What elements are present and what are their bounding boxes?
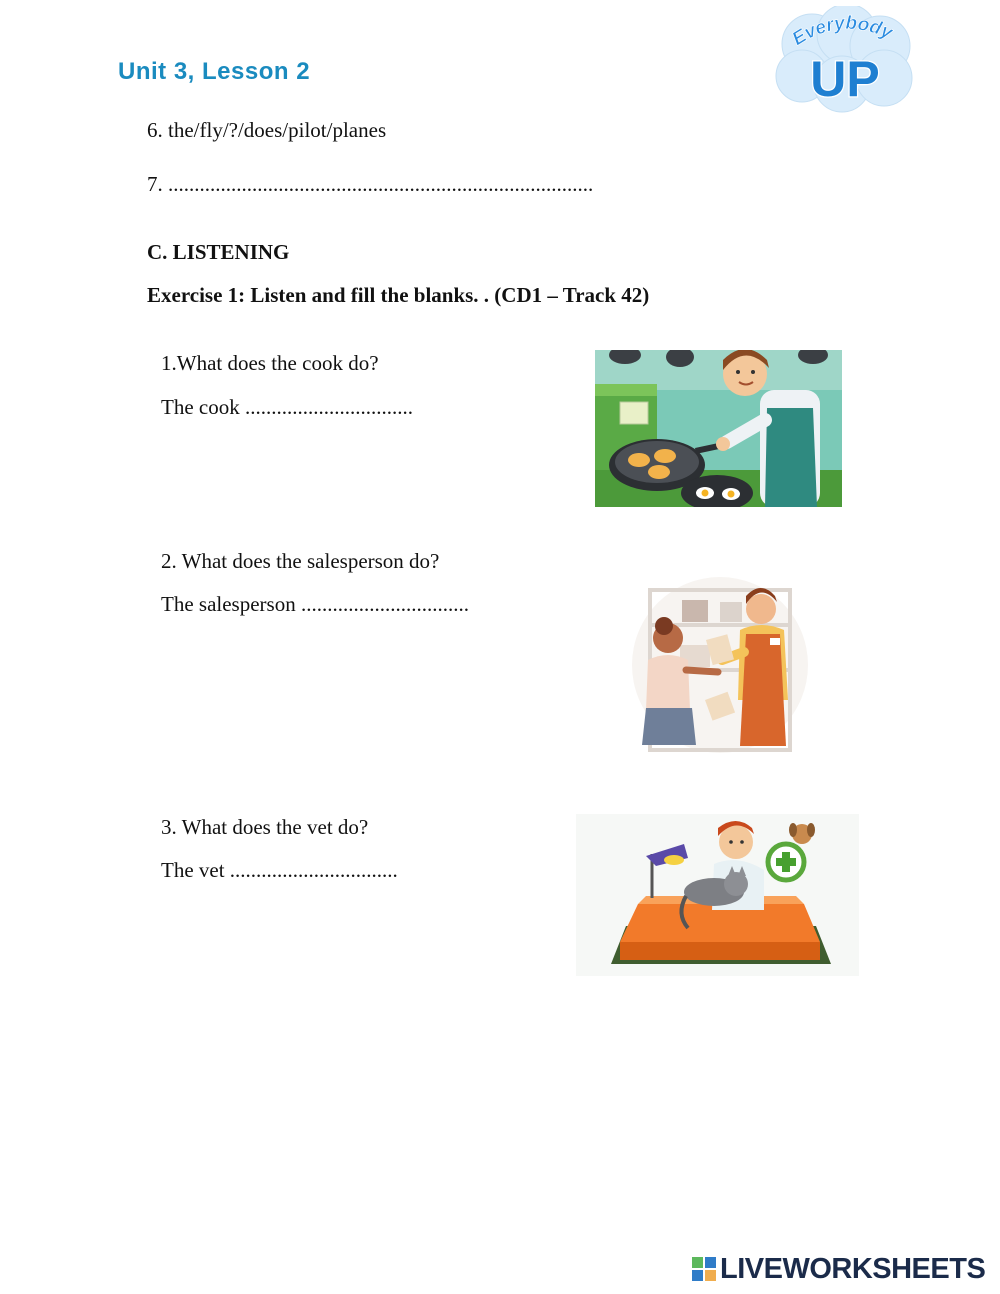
section-heading: C. LISTENING <box>147 240 290 264</box>
logo-text-big: UP <box>810 51 880 107</box>
vet-illustration <box>576 814 859 976</box>
scramble-item-7: 7. ................................................................................. <box>147 172 594 196</box>
everybody-up-logo <box>772 6 918 114</box>
answer-line-3[interactable]: The vet ................................ <box>161 858 398 882</box>
answer-line-2[interactable]: The salesperson ................................ <box>161 592 469 616</box>
salesperson-illustration <box>620 560 820 760</box>
cook-illustration <box>595 350 842 507</box>
logo-text-top: Everybody <box>788 12 896 51</box>
scramble-item-6: 6. the/fly/?/does/pilot/planes <box>147 118 387 142</box>
liveworksheets-brand: LIVEWORKSHEETS <box>720 1252 986 1285</box>
liveworksheets-icon <box>692 1257 716 1281</box>
page-title: Unit 3, Lesson 2 <box>118 58 311 85</box>
question-2: 2. What does the salesperson do? <box>161 549 440 573</box>
liveworksheets-footer <box>692 1252 985 1286</box>
exercise-instruction: Exercise 1: Listen and fill the blanks. . (CD1 – Track 42) <box>147 283 650 307</box>
answer-line-1[interactable]: The cook ................................ <box>161 395 413 419</box>
question-3: 3. What does the vet do? <box>161 815 369 839</box>
question-1: 1.What does the cook do? <box>161 351 379 375</box>
